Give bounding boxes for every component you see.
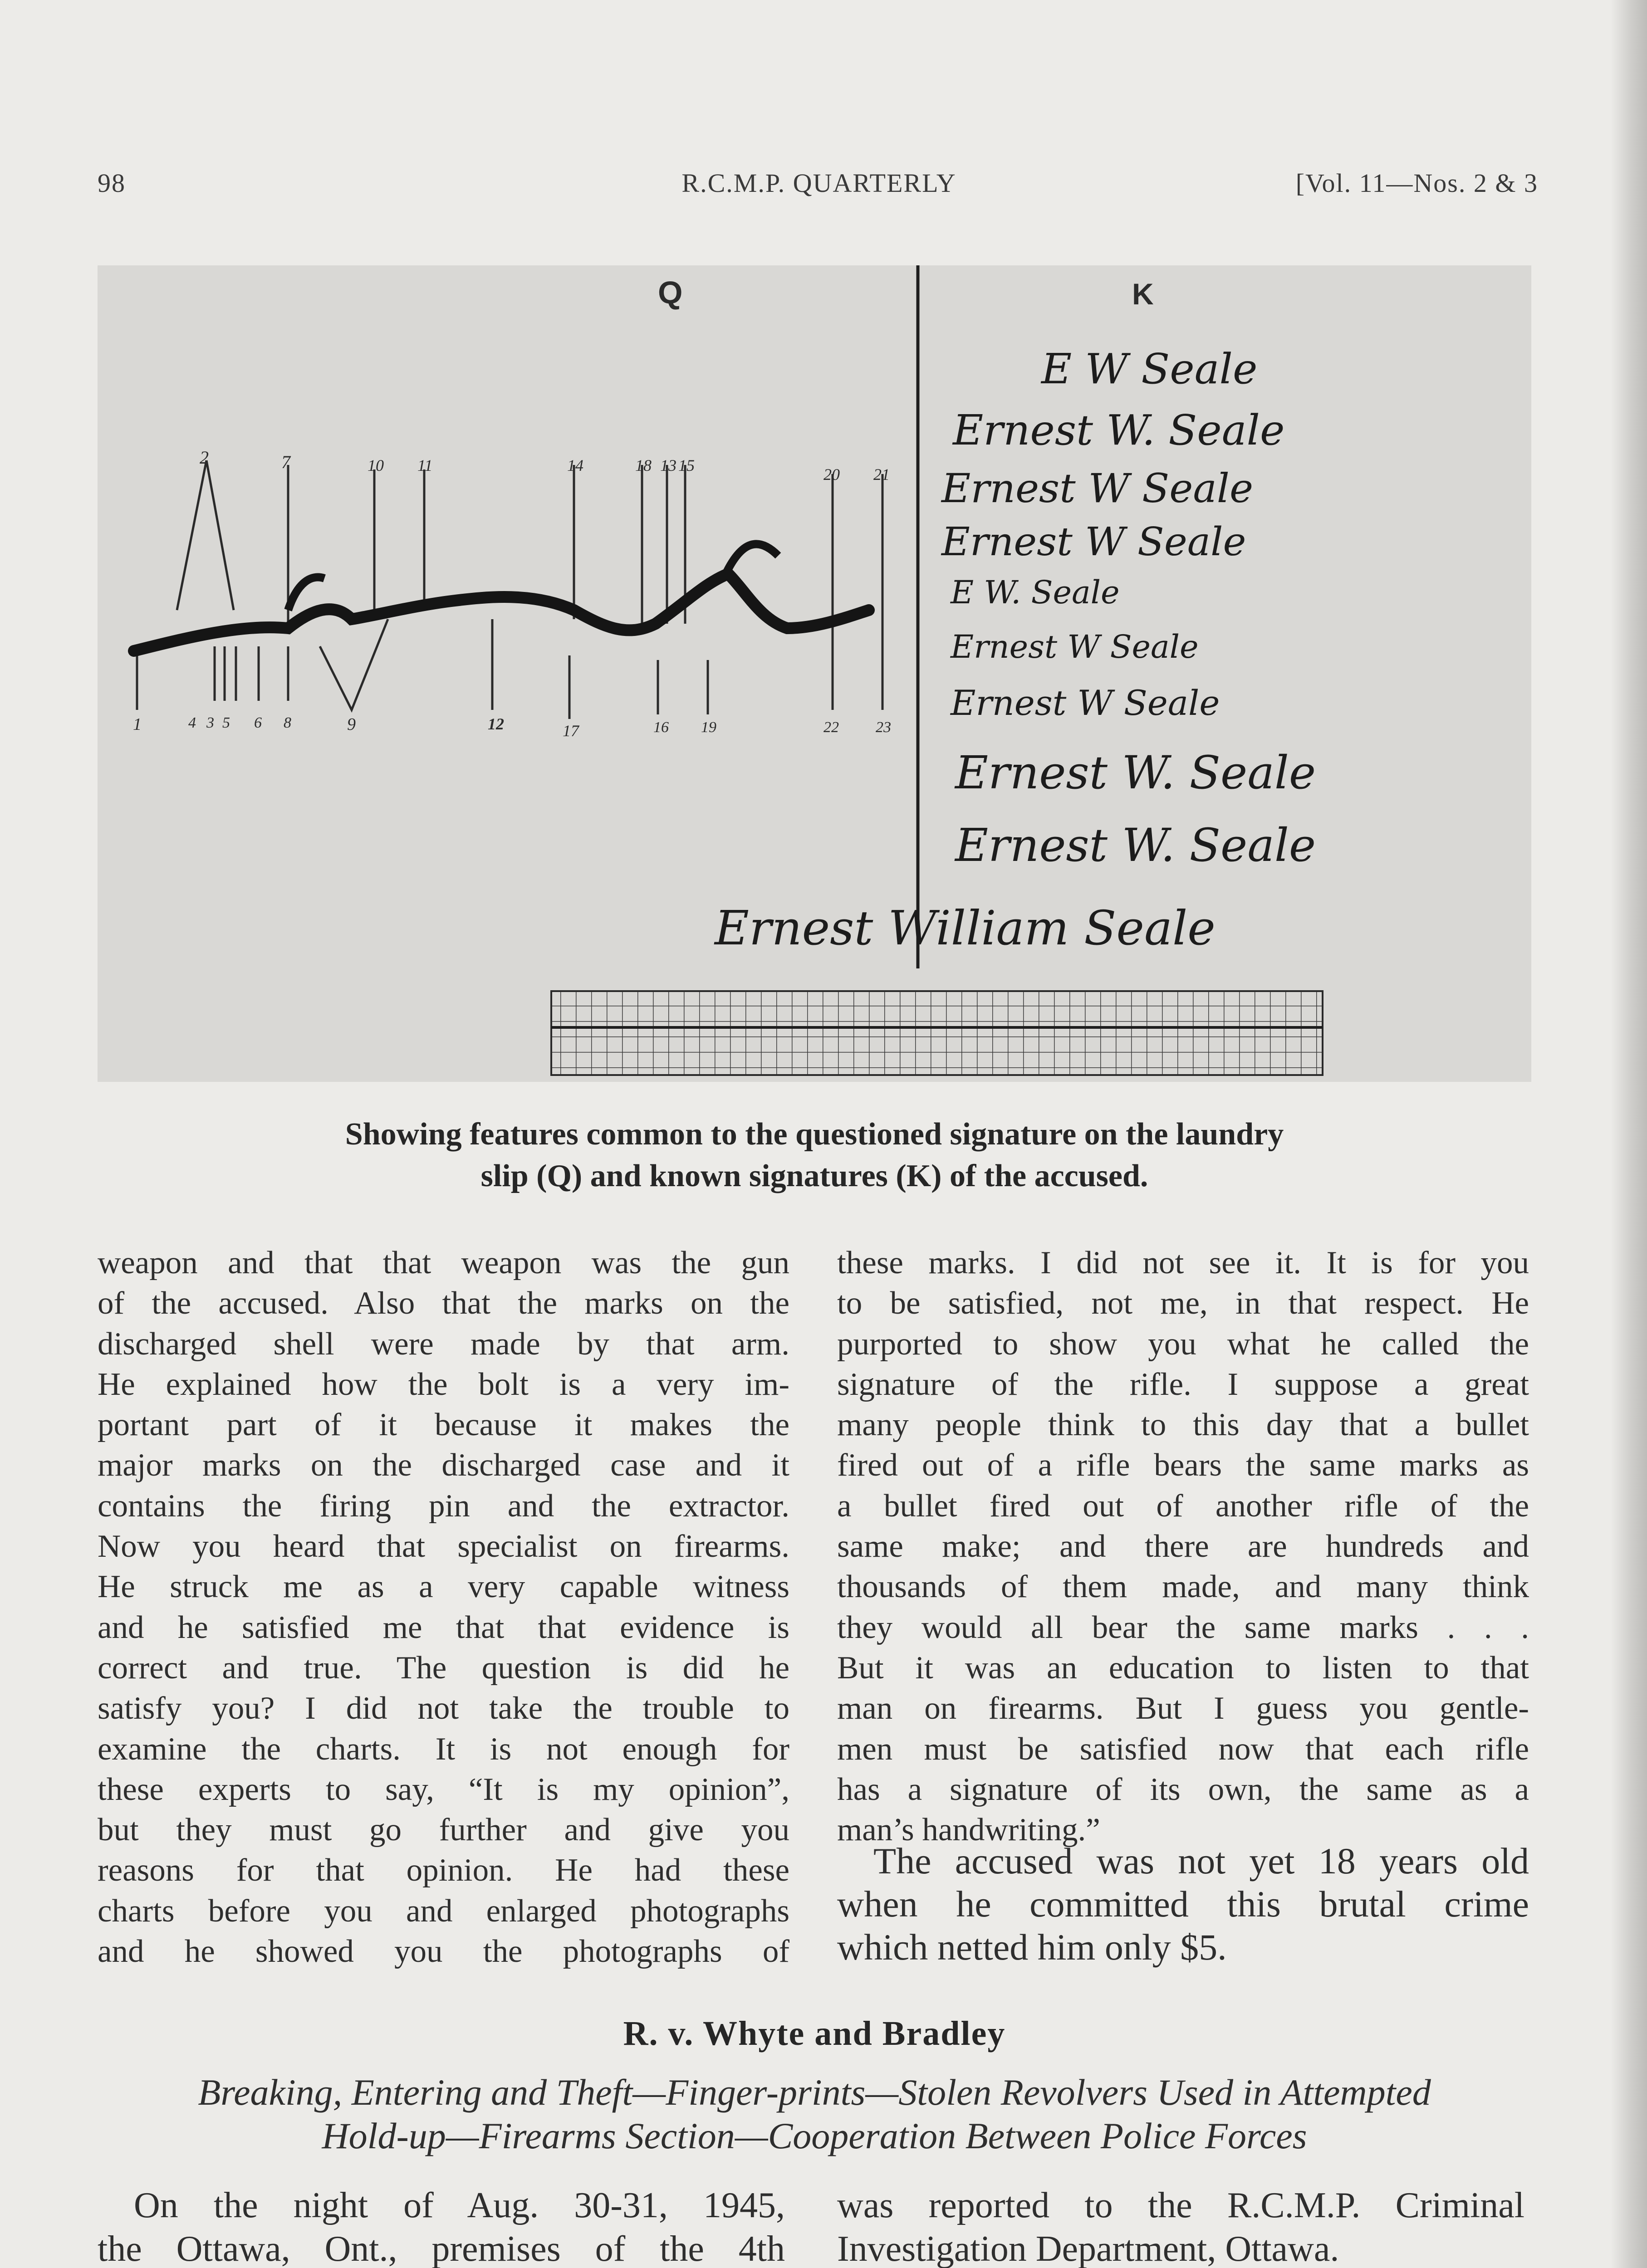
journal-title: R.C.M.P. QUARTERLY xyxy=(681,168,956,198)
point-number: 7 xyxy=(281,452,290,472)
text-line: to be satisfied, not me, in that respect. He xyxy=(837,1286,1529,1321)
known-signature: E W. Seale xyxy=(951,574,1120,611)
point-number: 2 xyxy=(200,447,209,468)
figure-caption xyxy=(98,1114,1531,1197)
point-number: 1 xyxy=(133,715,142,734)
point-number: 15 xyxy=(678,456,695,474)
grid-ruler xyxy=(551,991,1323,1075)
point-number: 22 xyxy=(824,719,839,736)
text-line: signature of the rifle. I suppose a great xyxy=(837,1366,1529,1402)
text-line: On the night of Aug. 30-31, 1945, xyxy=(134,2185,785,2225)
point-number: 12 xyxy=(488,715,504,733)
text-line: portant part of it because it makes the xyxy=(98,1407,789,1443)
known-signature: Ernest W Seale xyxy=(951,628,1199,665)
known-signature: Ernest W. Seale xyxy=(953,406,1285,455)
point-number: 14 xyxy=(567,456,583,474)
label-q: Q xyxy=(658,275,683,310)
point-number: 16 xyxy=(653,719,669,736)
point-number: 6 xyxy=(254,714,262,731)
point-number: 13 xyxy=(660,456,676,474)
caption-line: Showing features common to the questioned signature on the laundry xyxy=(345,1117,1284,1152)
text-line: The accused was not yet 18 years old xyxy=(873,1840,1529,1882)
text-line: examine the charts. It is not enough for xyxy=(98,1731,789,1767)
point-number: 5 xyxy=(222,714,230,731)
case-title: R. v. Whyte and Bradley xyxy=(623,2014,1006,2053)
text-line: He struck me as a very capable witness xyxy=(98,1569,789,1605)
page-edge-shadow xyxy=(1611,0,1647,2268)
text-line: man on firearms. But I guess you gentle- xyxy=(837,1691,1529,1726)
signature-comparison-figure xyxy=(98,265,1531,1082)
known-signature: Ernest W Seale xyxy=(941,519,1246,565)
text-line: fired out of a rifle bears the same marks as xyxy=(837,1447,1529,1483)
text-line: a bullet fired out of another rifle of the xyxy=(837,1488,1529,1524)
article2-left-column xyxy=(98,2184,785,2268)
text-line: reasons for that opinion. He had these xyxy=(98,1853,789,1888)
point-number: 23 xyxy=(876,719,891,736)
text-line: was reported to the R.C.M.P. Criminal xyxy=(837,2185,1524,2225)
article2-right-column xyxy=(837,2184,1524,2268)
known-signature: Ernest W Seale xyxy=(951,683,1220,723)
text-line: satisfy you? I did not take the trouble to xyxy=(98,1691,789,1726)
known-signature: Ernest W Seale xyxy=(941,465,1254,512)
text-line: and he satisfied me that that evidence is xyxy=(98,1609,789,1645)
text-line: thousands of them made, and many think xyxy=(837,1569,1529,1605)
text-line: man’s handwriting.” xyxy=(837,1812,1100,1848)
point-number: 19 xyxy=(701,719,716,736)
point-number: 8 xyxy=(284,714,291,731)
text-line: has a signature of its own, the same as a xyxy=(837,1771,1529,1807)
text-line: the Ottawa, Ont., premises of the 4th xyxy=(98,2229,785,2268)
text-line: weapon and that that weapon was the gun xyxy=(98,1245,789,1281)
text-line: discharged shell were made by that arm. xyxy=(98,1326,789,1362)
subtitle-line: Hold-up—Firearms Section—Cooperation Between Police Forces xyxy=(322,2115,1307,2156)
text-line: these marks. I did not see it. It is for you xyxy=(837,1245,1529,1281)
point-number: 20 xyxy=(824,465,840,484)
point-number: 17 xyxy=(563,722,579,740)
text-line: But it was an education to listen to that xyxy=(837,1650,1529,1686)
text-line: purported to show you what he called the xyxy=(837,1326,1529,1362)
point-number: 4 xyxy=(188,714,196,731)
text-line: of the accused. Also that the marks on the xyxy=(98,1286,789,1321)
case-subtitle xyxy=(98,2071,1531,2158)
text-line: correct and true. The question is did he xyxy=(98,1650,789,1686)
caption-line: slip (Q) and known signatures (K) of the accused. xyxy=(480,1158,1148,1193)
text-line: which netted him only $5. xyxy=(837,1926,1227,1968)
text-line: many people think to this day that a bullet xyxy=(837,1407,1529,1443)
known-signature: E W Seale xyxy=(1041,345,1258,393)
known-signature: Ernest W. Seale xyxy=(955,746,1316,799)
text-line: Investigation Department, Ottawa. xyxy=(837,2229,1339,2268)
text-line: He explained how the bolt is a very im- xyxy=(98,1366,789,1402)
point-number: 18 xyxy=(635,456,652,474)
text-line: Now you heard that specialist on firearms. xyxy=(98,1529,789,1564)
text-line: they would all bear the same marks . . . xyxy=(837,1609,1529,1645)
text-line: but they must go further and give you xyxy=(98,1812,789,1848)
text-line: men must be satisfied now that each rifle xyxy=(837,1731,1529,1767)
text-line: contains the firing pin and the extractor. xyxy=(98,1488,789,1524)
known-signature: Ernest W. Seale xyxy=(955,819,1316,872)
point-number: 3 xyxy=(206,714,214,731)
text-line: charts before you and enlarged photographs xyxy=(98,1893,789,1929)
label-k: K xyxy=(1132,277,1154,311)
text-line: major marks on the discharged case and it xyxy=(98,1447,789,1483)
article1-left-column xyxy=(98,1243,789,1972)
text-line: same make; and there are hundreds and xyxy=(837,1529,1529,1564)
point-number: 11 xyxy=(417,456,433,474)
point-number: 21 xyxy=(873,465,890,484)
volume-info: [Vol. 11—Nos. 2 & 3 xyxy=(1295,168,1538,198)
known-signature: Ernest William Seale xyxy=(715,900,1216,956)
text-line: when he committed this brutal crime xyxy=(837,1883,1529,1925)
article1-right-column xyxy=(837,1243,1529,1850)
text-line: and he showed you the photographs of xyxy=(98,1934,789,1970)
subtitle-line: Breaking, Entering and Theft—Finger-prints—Stolen Revolvers Used in Attempted xyxy=(198,2072,1431,2113)
article1-right-para2 xyxy=(837,1839,1529,1969)
point-number: 9 xyxy=(347,715,356,734)
point-number: 10 xyxy=(368,456,384,474)
text-line: these experts to say, “It is my opinion”, xyxy=(98,1771,789,1807)
page-number: 98 xyxy=(98,168,126,198)
